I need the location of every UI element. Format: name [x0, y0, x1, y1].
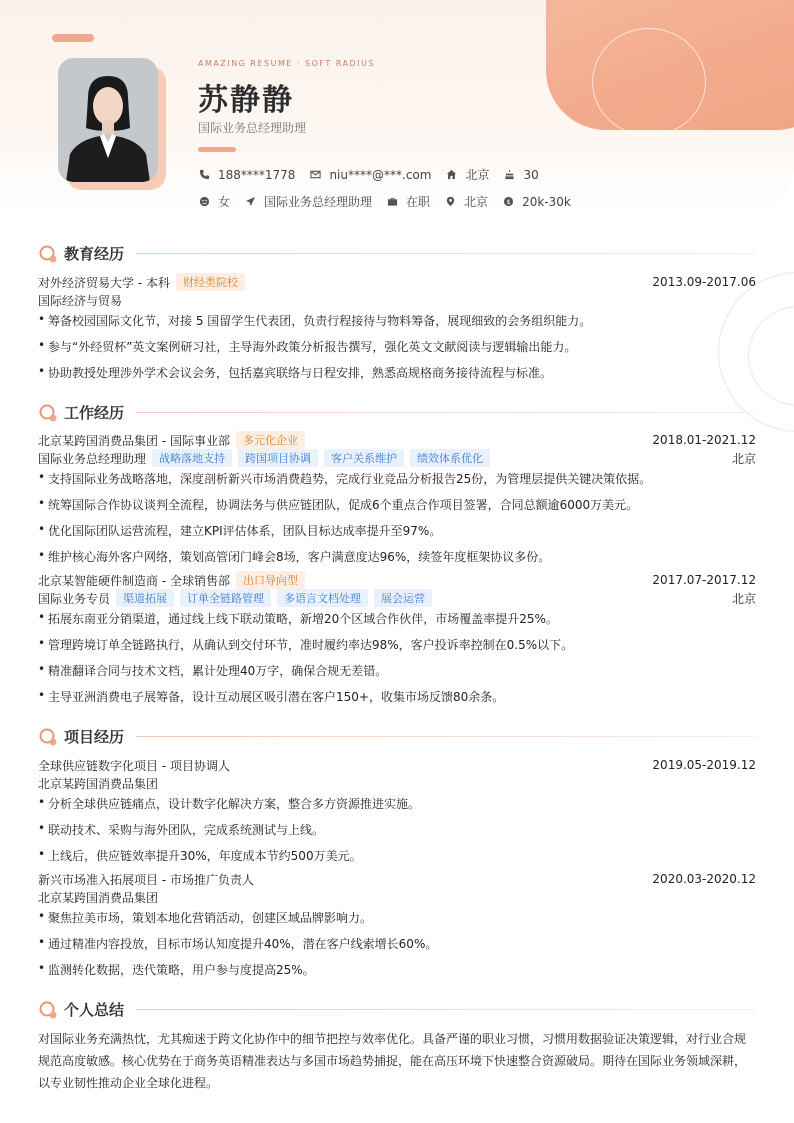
- gender-item: [198, 193, 230, 210]
- company-name: 北京某跨国消费品集团 - 国际事业部: [38, 433, 230, 448]
- major-row: [38, 291, 756, 309]
- section-divider: [136, 412, 756, 413]
- send-icon: [244, 196, 256, 208]
- email-text: niu****@***.com: [329, 167, 432, 182]
- status-item: [386, 193, 430, 210]
- project-org: 北京某跨国消费品集团: [38, 776, 159, 791]
- list-item: • 优化国际团队运营流程，建立KPI评估体系，团队目标达成率提升至97%。: [38, 522, 442, 538]
- list-item: • 拓展东南亚分销渠道，通过线上线下联动策略，新增20个区域合作伙伴，市场覆盖率提升25%。: [38, 610, 558, 626]
- job-position-row: [38, 449, 756, 467]
- skill-tag: 订单全链路管理: [180, 589, 271, 607]
- location-icon: [444, 196, 456, 208]
- list-item: • 监测转化数据，迭代策略，用户参与度提高25%。: [38, 961, 315, 977]
- job-position: 国际业务专员: [38, 591, 111, 606]
- job-city: 北京: [731, 591, 756, 606]
- age-text: 30: [523, 167, 539, 182]
- decorative-pill: [52, 34, 94, 42]
- mail-icon: [309, 169, 321, 181]
- list-item: • 通过精准内容投放，目标市场认知度提升40%，潜在客户线索增长60%。: [38, 935, 438, 951]
- candidate-name: 苏静静: [198, 83, 294, 118]
- section-search-icon: [38, 244, 58, 264]
- briefcase-icon: [386, 196, 398, 208]
- section-summary: [38, 999, 756, 1020]
- major: 国际经济与贸易: [38, 293, 123, 308]
- list-item: • 聚焦拉美市场，策划本地化营销活动，创建区域品牌影响力。: [38, 909, 373, 925]
- profile-photo: [58, 58, 158, 182]
- section-title: 工作经历: [64, 404, 125, 422]
- section-education: [38, 243, 756, 264]
- list-item: • 协助教授处理涉外学术会议会务，包括嘉宾联络与日程安排，熟悉高规格商务接待流程与标准。: [38, 364, 553, 380]
- section-search-icon: [38, 403, 58, 423]
- job-date: 2017.07-2017.12: [652, 573, 756, 587]
- cake-icon: [503, 169, 515, 181]
- salary-item: [502, 195, 571, 209]
- section-projects: [38, 726, 756, 747]
- skill-tag: 跨国项目协调: [238, 449, 318, 467]
- email-item: [309, 168, 431, 182]
- contact-row: [198, 166, 553, 183]
- status-text: 在职: [406, 195, 431, 209]
- phone-icon: [198, 169, 210, 181]
- project-name: 新兴市场准入拓展项目 - 市场推广负责人: [38, 872, 254, 887]
- home-text: 北京: [465, 168, 490, 182]
- phone-item: [198, 168, 295, 182]
- section-search-icon: [38, 1000, 58, 1020]
- list-item: • 筹备校园国际文化节，对接 5 国留学生代表团，负责行程接待与物料筹备，展现细致的会务组织能力。: [38, 312, 592, 328]
- money-icon: [502, 196, 514, 208]
- list-item: • 精准翻译合同与技术文档，累计处理40万字，确保合规无差错。: [38, 662, 388, 678]
- phone-text: 188****1778: [218, 167, 296, 182]
- job-position: 国际业务总经理助理: [38, 451, 147, 466]
- job-position-row: [38, 589, 756, 607]
- section-divider: [136, 736, 756, 737]
- project-name: 全球供应链数字化项目 - 项目协调人: [38, 758, 230, 773]
- candidate-role: 国际业务总经理助理: [198, 121, 307, 135]
- school-tag: 财经类院校: [176, 273, 245, 291]
- list-item: • 管理跨境订单全链路执行，从确认到交付环节，准时履约率达98%，客户投诉率控制在0.5%以下。: [38, 636, 574, 652]
- skill-tag: 战略落地支持: [152, 449, 232, 467]
- list-item: • 统筹国际合作协议谈判全流程，协调法务与供应链团队，促成6个重点合作项目签署，合同总额逾6000万美元。: [38, 496, 639, 512]
- summary-text: 对国际业务充满热忱，尤其痴迷于跨文化协作中的细节把控与效率优化。具备严谨的职业习惯，习惯用数据验证决策逻辑，对行业合规规范高度敏感。核心优势在于商务英语精准表达与多国市场趋势捕捉，能在高压环境下快速整合资源破局。期待在国际业务领域深耕，以专业韧性推动企业全球化进程。: [38, 1032, 747, 1090]
- resume-header: [0, 0, 794, 214]
- list-item: • 上线后，供应链效率提升30%，年度成本节约500万美元。: [38, 847, 362, 863]
- company-name: 北京某智能硬件制造商 - 全球销售部: [38, 573, 230, 588]
- project-org-row: [38, 774, 756, 792]
- tagline: AMAZING RESUME · SOFT RADIUS: [198, 59, 375, 68]
- gender-text: 女: [218, 195, 231, 209]
- location-text: 北京: [464, 195, 489, 209]
- list-item: • 联动技术、采购与海外团队，完成系统测试与上线。: [38, 821, 325, 837]
- skill-tag: 绩效体系优化: [410, 449, 490, 467]
- job-header: [38, 571, 756, 589]
- job-city: 北京: [731, 451, 756, 466]
- company-tag: 多元化企业: [236, 431, 305, 449]
- project-header: [38, 756, 756, 774]
- skill-tag: 展会运营: [374, 589, 432, 607]
- skill-tag: 渠道拓展: [116, 589, 174, 607]
- company-tag: 出口导向型: [236, 571, 305, 589]
- decorative-ring: [592, 28, 706, 136]
- profile-row: [198, 193, 585, 210]
- section-search-icon: [38, 727, 58, 747]
- section-divider: [136, 253, 756, 254]
- list-item: • 分析全球供应链痛点，设计数字化解决方案，整合多方资源推进实施。: [38, 795, 421, 811]
- section-title: 教育经历: [64, 245, 125, 263]
- age-item: [503, 168, 538, 182]
- job-header: [38, 431, 756, 449]
- project-date: 2019.05-2019.12: [652, 758, 756, 772]
- project-org: 北京某跨国消费品集团: [38, 890, 159, 905]
- skill-tag: 多语言文档处理: [277, 589, 368, 607]
- target-role-text: 国际业务总经理助理: [264, 195, 373, 209]
- location-item: [444, 193, 488, 210]
- skill-tag: 客户关系维护: [324, 449, 404, 467]
- project-date: 2020.03-2020.12: [652, 872, 756, 886]
- education-date: 2013.09-2017.06: [652, 275, 756, 289]
- list-item: • 维护核心海外客户网络，策划高管闭门峰会8场，客户满意度达96%，续签年度框架协议多份。: [38, 548, 551, 564]
- section-title: 个人总结: [64, 1001, 125, 1019]
- decorative-underline: [198, 147, 236, 152]
- list-item: • 参与“外经贸杯”英文案例研习社，主导海外政策分析报告撰写，强化英文文献阅读与逻辑输出能力。: [38, 338, 577, 354]
- target-role-item: [244, 193, 372, 210]
- project-org-row: [38, 888, 756, 906]
- section-title: 项目经历: [64, 728, 125, 746]
- project-header: [38, 870, 756, 888]
- salary-text: 20k-30k: [522, 194, 571, 209]
- home-item: [445, 166, 489, 183]
- home-icon: [445, 169, 457, 181]
- gender-icon: [198, 196, 210, 208]
- education-header: [38, 273, 756, 291]
- section-divider: [136, 1009, 756, 1010]
- list-item: • 主导亚洲消费电子展筹备，设计互动展区吸引潜在客户150+，收集市场反馈80余条。: [38, 688, 505, 704]
- section-work: [38, 402, 756, 423]
- list-item: • 支持国际业务战略落地，深度剖析新兴市场消费趋势，完成行业竞品分析报告25份，为管理层提供关键决策依据。: [38, 470, 652, 486]
- job-date: 2018.01-2021.12: [652, 433, 756, 447]
- school-name: 对外经济贸易大学 - 本科: [38, 275, 170, 290]
- svg-text:$: $: [506, 197, 511, 206]
